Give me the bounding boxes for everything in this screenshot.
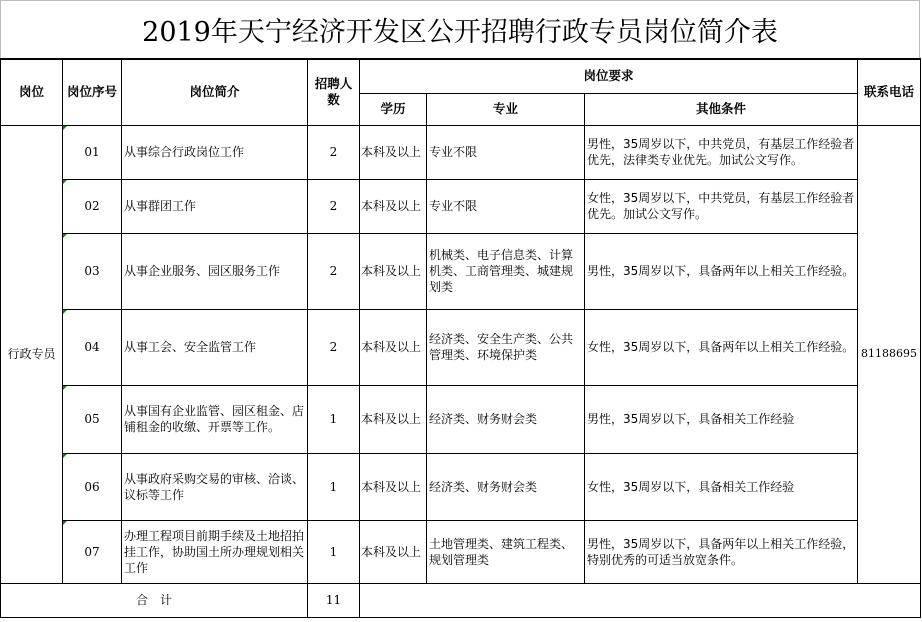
other-cell: 女性，35周岁以下，中共党员，有基层工作经验者优先。加试公文写作。 [585, 179, 858, 233]
intro-cell: 从事群团工作 [122, 179, 308, 233]
education-cell: 本科及以上 [360, 233, 427, 309]
table-row [1, 453, 921, 520]
count-cell: 1 [308, 453, 360, 520]
total-count: 11 [308, 583, 360, 617]
seq-text: 05 [84, 412, 100, 426]
other-cell: 女性，35周岁以下，具备两年以上相关工作经验。 [585, 309, 858, 385]
header-major: 专业 [427, 93, 585, 125]
total-empty [360, 583, 921, 617]
other-cell: 女性，35周岁以下，具备相关工作经验 [585, 453, 858, 520]
seq-cell [63, 453, 122, 520]
seq-text: 04 [84, 340, 100, 354]
seq-cell [63, 385, 122, 453]
intro-cell: 从事企业服务、园区服务工作 [122, 233, 308, 309]
count-cell: 2 [308, 233, 360, 309]
major-cell: 机械类、电子信息类、计算机类、工商管理类、城建规划类 [427, 233, 585, 309]
education-cell: 本科及以上 [360, 309, 427, 385]
education-cell: 本科及以上 [360, 385, 427, 453]
intro-cell: 从事工会、安全监管工作 [122, 309, 308, 385]
count-cell: 2 [308, 125, 360, 179]
cell-marker-icon [63, 521, 67, 525]
intro-cell: 办理工程项目前期手续及土地招拍挂工作，协助国土所办理规划相关工作 [122, 520, 308, 583]
table-row [1, 520, 921, 583]
seq-text: 02 [84, 199, 100, 213]
major-cell: 专业不限 [427, 179, 585, 233]
other-cell: 男性，35周岁以下，具备两年以上相关工作经验。 [585, 233, 858, 309]
intro-cell: 从事国有企业监管、园区租金、店铺租金的收缴、开票等工作。 [122, 385, 308, 453]
other-cell: 男性，35周岁以下，中共党员，有基层工作经验者优先，法律类专业优先。加试公文写作。 [585, 125, 858, 179]
major-cell: 土地管理类、建筑工程类、规划管理类 [427, 520, 585, 583]
intro-cell: 从事综合行政岗位工作 [122, 125, 308, 179]
seq-text: 01 [84, 145, 100, 159]
count-cell: 1 [308, 520, 360, 583]
seq-cell [63, 520, 122, 583]
count-cell: 2 [308, 179, 360, 233]
major-cell: 经济类、安全生产类、公共管理类、环境保护类 [427, 309, 585, 385]
intro-cell: 从事政府采购交易的审核、洽谈、议标等工作 [122, 453, 308, 520]
major-cell: 经济类、财务财会类 [427, 453, 585, 520]
table-row [1, 125, 921, 179]
seq-cell [63, 125, 122, 179]
major-cell: 经济类、财务财会类 [427, 385, 585, 453]
table-row [1, 179, 921, 233]
page-title: 2019年天宁经济开发区公开招聘行政专员岗位简介表 [0, 0, 920, 58]
cell-marker-icon [63, 126, 67, 130]
header-position: 岗位 [1, 59, 63, 125]
seq-cell [63, 233, 122, 309]
education-cell: 本科及以上 [360, 453, 427, 520]
cell-marker-icon [63, 234, 67, 238]
education-cell: 本科及以上 [360, 179, 427, 233]
total-label: 合 计 [1, 583, 308, 617]
position-name: 行政专员 [1, 125, 63, 583]
seq-cell [63, 179, 122, 233]
seq-text: 03 [84, 264, 100, 278]
header-education: 学历 [360, 93, 427, 125]
job-table [0, 58, 921, 618]
seq-text: 06 [84, 479, 100, 494]
education-cell: 本科及以上 [360, 520, 427, 583]
other-cell: 男性，35周岁以下，具备两年以上相关工作经验，特别优秀的可适当放宽条件。 [585, 520, 858, 583]
cell-marker-icon [63, 454, 67, 458]
header-phone: 联系电话 [858, 59, 921, 125]
header-intro: 岗位简介 [122, 59, 308, 125]
table-row [1, 309, 921, 385]
cell-marker-icon [63, 310, 67, 314]
cell-marker-icon [63, 180, 67, 184]
other-cell: 男性，35周岁以下，具备相关工作经验 [585, 385, 858, 453]
count-cell: 1 [308, 385, 360, 453]
table-row [1, 385, 921, 453]
seq-text: 07 [84, 544, 100, 559]
phone-cell: 81188695 [858, 125, 921, 583]
table-row [1, 233, 921, 309]
seq-cell [63, 309, 122, 385]
count-cell: 2 [308, 309, 360, 385]
major-cell: 专业不限 [427, 125, 585, 179]
header-count: 招聘人数 [308, 59, 360, 125]
header-requirements: 岗位要求 [360, 59, 858, 93]
cell-marker-icon [63, 386, 67, 390]
header-other: 其他条件 [585, 93, 858, 125]
header-seq: 岗位序号 [63, 59, 122, 125]
education-cell: 本科及以上 [360, 125, 427, 179]
